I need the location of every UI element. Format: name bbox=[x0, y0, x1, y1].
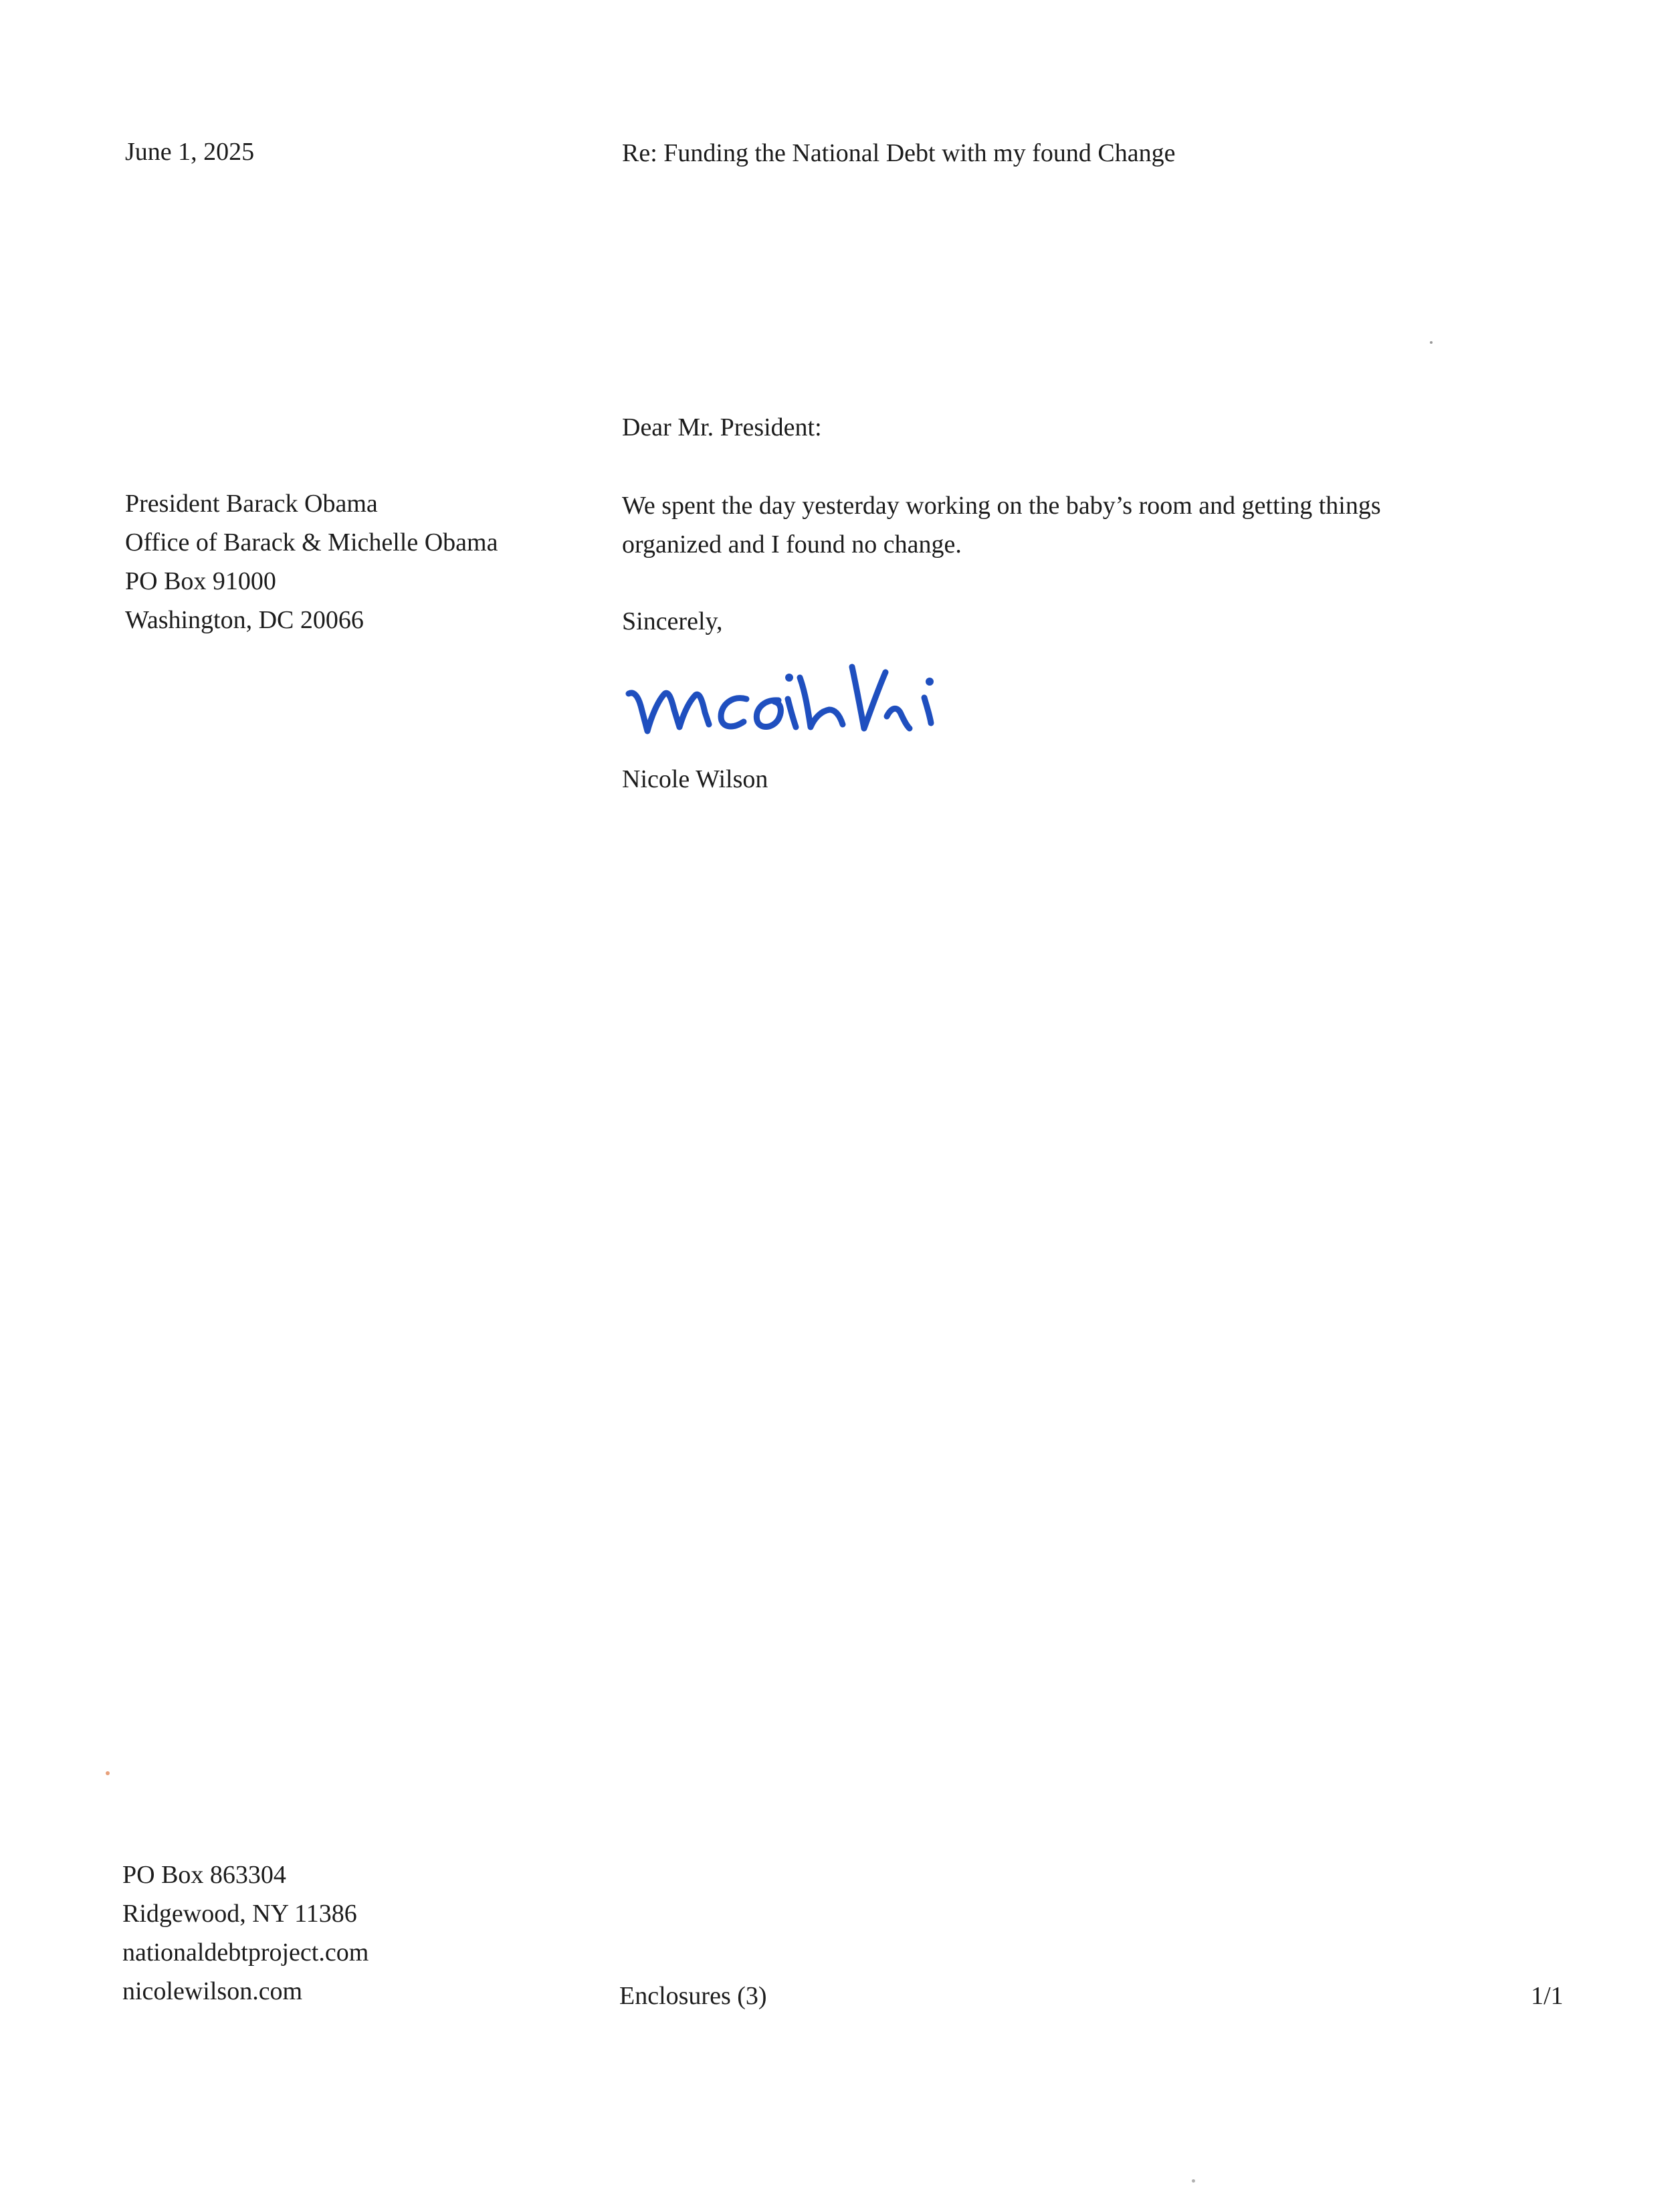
handwritten-signature bbox=[621, 652, 968, 746]
scan-speck bbox=[1430, 341, 1433, 344]
body-line: We spent the day yesterday working on the baby’s room and getting things bbox=[622, 492, 1381, 520]
recipient-office: Office of Barack & Michelle Obama bbox=[125, 528, 498, 557]
sender-address bbox=[122, 1855, 369, 2011]
page-number: 1/1 bbox=[1531, 1982, 1564, 2010]
sender-city: Ridgewood, NY 11386 bbox=[122, 1900, 357, 1928]
enclosures-note: Enclosures (3) bbox=[619, 1982, 767, 2010]
body-line: organized and I found no change. bbox=[622, 530, 962, 559]
recipient-po-box: PO Box 91000 bbox=[125, 567, 276, 595]
sender-po-box: PO Box 863304 bbox=[122, 1861, 286, 1889]
letter-body bbox=[622, 486, 1558, 564]
letter-salutation: Dear Mr. President: bbox=[622, 413, 822, 441]
recipient-name: President Barack Obama bbox=[125, 490, 378, 518]
letter-closing: Sincerely, bbox=[622, 607, 723, 635]
scan-speck bbox=[1192, 2179, 1195, 2183]
sender-website: nicolewilson.com bbox=[122, 1977, 303, 2005]
letter-subject: Re: Funding the National Debt with my found Change bbox=[622, 139, 1176, 167]
signer-name: Nicole Wilson bbox=[622, 765, 768, 793]
recipient-city: Washington, DC 20066 bbox=[125, 606, 364, 634]
scan-speck bbox=[106, 1771, 110, 1775]
recipient-address bbox=[125, 484, 498, 639]
sender-website: nationaldebtproject.com bbox=[122, 1938, 369, 1967]
letter-date: June 1, 2025 bbox=[125, 138, 255, 166]
